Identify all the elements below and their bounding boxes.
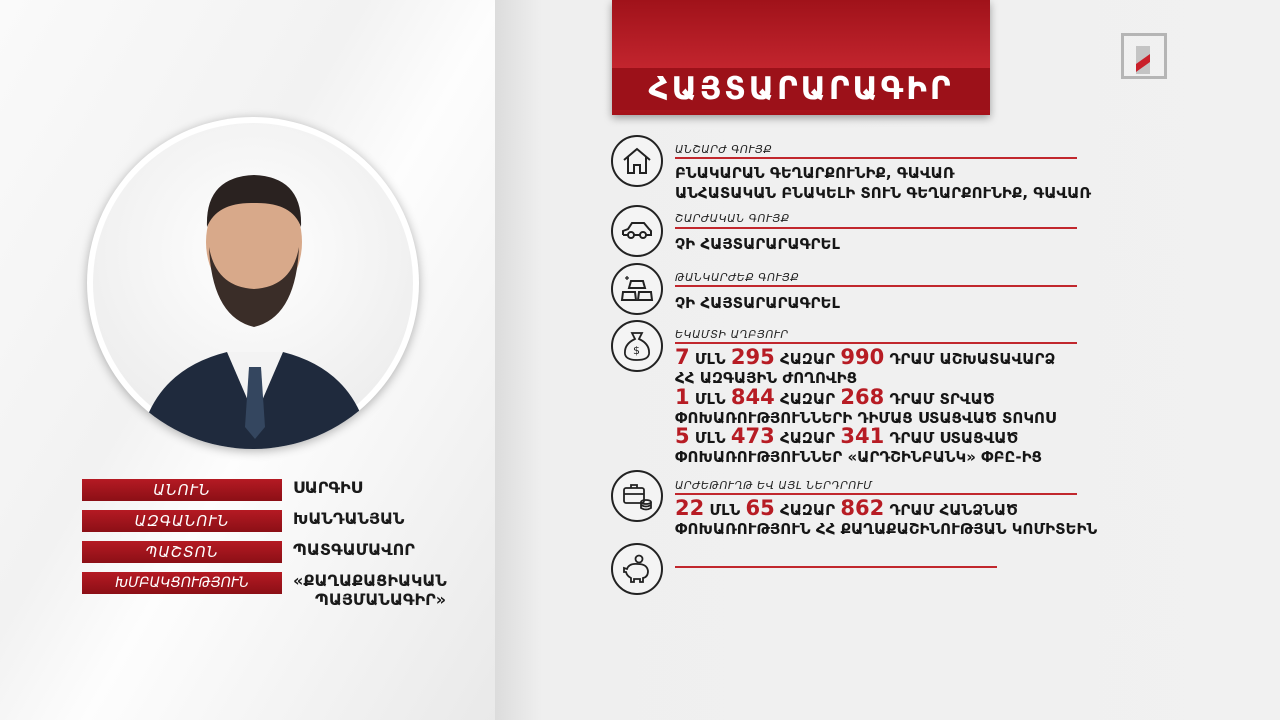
income-dram: 268 [840,385,885,409]
real-estate-line-2: ԱՆՀԱՏԱԿԱՆ ԲՆԱԿԵԼԻ ՏՈՒՆ ԳԵՂԱՐՔՈՒՆԻՔ, ԳԱՎԱՌ [675,184,1092,202]
unit: ՀԱԶԱՐ [779,429,836,447]
securities-mln: 22 [675,496,705,520]
income-desc: ՍՏԱՑՎԱԾ [939,429,1019,447]
unit: ՀԱԶԱՐ [779,390,836,408]
position-value: ՊԱՏԳԱՄԱՎՈՐ [293,540,415,559]
piggy-bank-icon [611,543,663,595]
faction-value-line2: ՊԱՅՄԱՆԱԳԻՐ» [315,590,447,609]
securities-desc: ՀԱՆՁՆԱԾ [939,501,1018,519]
money-bag-icon [611,320,663,372]
income-thousand: 473 [730,424,775,448]
page-title: ՀԱՅՏԱՐԱՐԱԳԻՐ [612,68,990,110]
valuables-value: ՉԻ ՀԱՅՏԱՐԱՐԱԳՐԵԼ [675,294,840,312]
portrait-photo [87,117,419,449]
real-estate-category: ԱՆՇԱՐԺ ԳՈՒՅՔ [675,143,773,156]
gold-bars-icon [611,263,663,315]
surname-label: ԱԶԳԱՆՈՒՆ [82,510,282,532]
income-desc-2: ՓՈԽԱՌՈՒԹՅՈՒՆՆԵՐԻ ԴԻՄԱՑ ՍՏԱՑՎԱԾ ՏՈԿՈՍ [675,409,1056,427]
valuables-category: ԹԱՆԿԱՐԺԵՔ ԳՈՒՅՔ [675,271,800,284]
unit: ՀԱԶԱՐ [779,350,836,368]
unit: ՄԼՆ [694,429,726,447]
name-label: ԱՆՈՒՆ [82,479,282,501]
svg-text:$: $ [633,344,640,357]
unit: ԴՐԱՄ [889,350,935,368]
unit: ՄԼՆ [694,390,726,408]
securities-category: ԱՐԺԵԹՈՒՂԹ ԵՎ ԱՅԼ ՆԵՐԴՐՈՒՄ [675,479,873,492]
income-mln: 7 [675,345,690,369]
securities-thousand: 65 [745,496,775,520]
income-desc: ՏՐՎԱԾ [939,390,995,408]
income-thousand: 295 [730,345,775,369]
unit: ԴՐԱՄ [889,390,935,408]
income-item [675,425,1042,466]
unit: ԴՐԱՄ [889,429,935,447]
income-desc-2: ՀՀ ԱԶԳԱՅԻՆ ԺՈՂՈՎԻՑ [675,369,858,387]
car-icon [611,205,663,257]
income-mln: 1 [675,385,690,409]
name-row [82,478,363,501]
unit: ԴՐԱՄ [889,501,935,519]
divider [675,227,1077,229]
faction-value-line1: «ՔԱՂԱՔԱՑԻԱԿԱՆ [293,571,447,590]
divider [675,493,1077,495]
divider [675,285,1077,287]
income-mln: 5 [675,424,690,448]
faction-label: ԽՄԲԱԿՑՈՒԹՅՈՒՆ [82,572,282,594]
briefcase-coins-icon [611,470,663,522]
position-label: ՊԱՇՏՈՆ [82,541,282,563]
divider [675,342,1077,344]
income-category: ԵԿԱՄՏԻ ԱՂԲՅՈՒՐ [675,328,789,341]
surname-value: ԽԱՆԴԱՆՅԱՆ [293,509,405,528]
income-dram: 990 [840,345,885,369]
income-desc: ԱՇԽԱՏԱՎԱՐՁ [939,350,1056,368]
position-row [82,540,415,563]
real-estate-line-1: ԲՆԱԿԱՐԱՆ ԳԵՂԱՐՔՈՒՆԻՔ, ԳԱՎԱՌ [675,164,955,182]
income-dram: 341 [840,424,885,448]
movable-value: ՉԻ ՀԱՅՏԱՐԱՐԱԳՐԵԼ [675,235,840,253]
income-desc-2: ՓՈԽԱՌՈՒԹՅՈՒՆՆԵՐ «ԱՐԴՇԻՆԲԱՆԿ» ՓԲԸ-ԻՑ [675,448,1043,466]
movable-category: ՇԱՐԺԱԿԱՆ ԳՈՒՅՔ [675,212,790,225]
securities-desc-2: ՓՈԽԱՌՈՒԹՅՈՒՆ ՀՀ ՔԱՂԱՔԱՇԻՆՈՒԹՅԱՆ ԿՈՄԻՏԵԻՆ [675,520,1098,538]
unit: ՀԱԶԱՐ [779,501,836,519]
income-thousand: 844 [730,385,775,409]
channel-logo [1121,33,1167,79]
title-banner [612,0,990,115]
surname-row [82,509,405,532]
house-icon [611,135,663,187]
divider [675,566,997,568]
name-value: ՍԱՐԳԻՍ [293,478,363,497]
securities-dram: 862 [840,496,885,520]
divider [675,157,1077,159]
income-item [675,386,1056,427]
faction-value [293,571,447,609]
faction-row [82,571,447,609]
unit: ՄԼՆ [694,350,726,368]
income-item [675,346,1055,387]
securities-item [675,497,1097,538]
unit: ՄԼՆ [709,501,741,519]
